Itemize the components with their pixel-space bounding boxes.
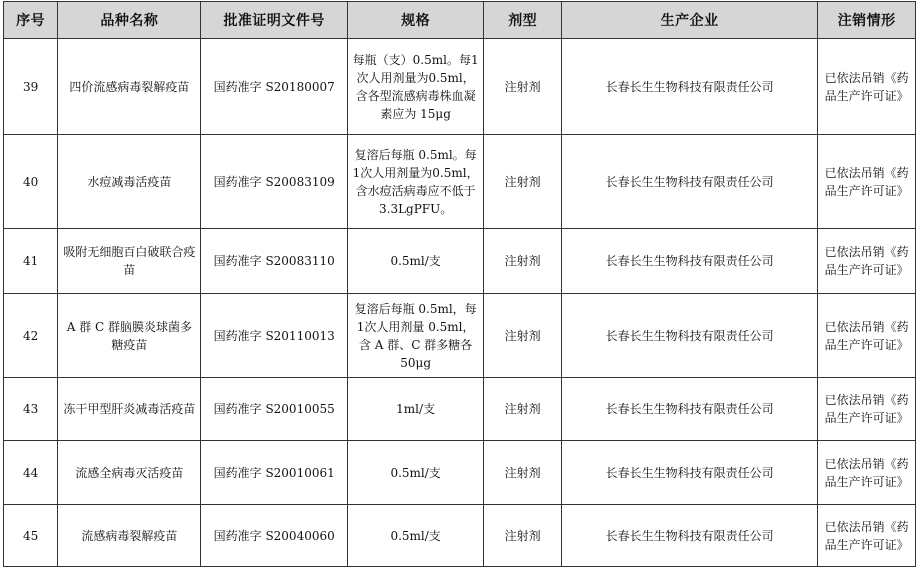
- cell-maker: 长春长生生物科技有限责任公司: [562, 229, 818, 294]
- table-row: [4, 441, 916, 505]
- cell-status: 已依法吊销《药品生产许可证》: [818, 39, 916, 135]
- cell-name: 水痘减毒活疫苗: [58, 135, 201, 229]
- cell-spec: 0.5ml/支: [347, 505, 483, 567]
- header-seq: 序号: [4, 2, 58, 39]
- cell-maker: 长春长生生物科技有限责任公司: [562, 294, 818, 378]
- cell-status: 已依法吊销《药品生产许可证》: [818, 229, 916, 294]
- cell-status: 已依法吊销《药品生产许可证》: [818, 294, 916, 378]
- cell-approval: 国药准字 S20083109: [201, 135, 347, 229]
- cell-form: 注射剂: [484, 378, 562, 441]
- cell-approval: 国药准字 S20083110: [201, 229, 347, 294]
- header-form: 剂型: [484, 2, 562, 39]
- header-name: 品种名称: [58, 2, 201, 39]
- cell-form: 注射剂: [484, 229, 562, 294]
- cell-maker: 长春长生生物科技有限责任公司: [562, 378, 818, 441]
- cell-approval: 国药准字 S20180007: [201, 39, 347, 135]
- cell-maker: 长春长生生物科技有限责任公司: [562, 135, 818, 229]
- cell-seq: 45: [4, 505, 58, 567]
- cell-maker: 长春长生生物科技有限责任公司: [562, 39, 818, 135]
- cell-seq: 42: [4, 294, 58, 378]
- cell-spec: 复溶后每瓶 0.5ml。每1次人用剂量为0.5ml，含水痘活病毒应不低于 3.3LgPFU。: [347, 135, 483, 229]
- table-row: [4, 505, 916, 567]
- header-maker: 生产企业: [562, 2, 818, 39]
- cell-form: 注射剂: [484, 505, 562, 567]
- table-row: [4, 39, 916, 135]
- cell-form: 注射剂: [484, 441, 562, 505]
- cell-status: 已依法吊销《药品生产许可证》: [818, 441, 916, 505]
- cell-approval: 国药准字 S20040060: [201, 505, 347, 567]
- header-approval: 批准证明文件号: [201, 2, 347, 39]
- cell-status: 已依法吊销《药品生产许可证》: [818, 135, 916, 229]
- cell-spec: 0.5ml/支: [347, 441, 483, 505]
- cell-form: 注射剂: [484, 135, 562, 229]
- table-row: [4, 294, 916, 378]
- cell-form: 注射剂: [484, 39, 562, 135]
- cell-maker: 长春长生生物科技有限责任公司: [562, 505, 818, 567]
- cell-seq: 44: [4, 441, 58, 505]
- cell-spec: 复溶后每瓶 0.5ml，每1次人用剂量 0.5ml，含 A 群、C 群多糖各50μg: [347, 294, 483, 378]
- cell-spec: 0.5ml/支: [347, 229, 483, 294]
- cell-form: 注射剂: [484, 294, 562, 378]
- cell-status: 已依法吊销《药品生产许可证》: [818, 505, 916, 567]
- table-row: [4, 378, 916, 441]
- cell-approval: 国药准字 S20010055: [201, 378, 347, 441]
- cell-status: 已依法吊销《药品生产许可证》: [818, 378, 916, 441]
- table-row: [4, 229, 916, 294]
- header-row: [4, 2, 916, 39]
- cell-approval: 国药准字 S20010061: [201, 441, 347, 505]
- header-spec: 规格: [347, 2, 483, 39]
- revocation-table: [3, 1, 916, 567]
- cell-name: 冻干甲型肝炎减毒活疫苗: [58, 378, 201, 441]
- cell-name: 吸附无细胞百白破联合疫苗: [58, 229, 201, 294]
- cell-seq: 41: [4, 229, 58, 294]
- cell-approval: 国药准字 S20110013: [201, 294, 347, 378]
- cell-name: 流感全病毒灭活疫苗: [58, 441, 201, 505]
- cell-spec: 每瓶（支）0.5ml。每1次人用剂量为0.5ml，含各型流感病毒株血凝素应为 15μg: [347, 39, 483, 135]
- header-status: 注销情形: [818, 2, 916, 39]
- cell-name: 四价流感病毒裂解疫苗: [58, 39, 201, 135]
- table-row: [4, 135, 916, 229]
- cell-maker: 长春长生生物科技有限责任公司: [562, 441, 818, 505]
- cell-seq: 39: [4, 39, 58, 135]
- cell-spec: 1ml/支: [347, 378, 483, 441]
- cell-seq: 43: [4, 378, 58, 441]
- cell-name: A 群 C 群脑膜炎球菌多糖疫苗: [58, 294, 201, 378]
- cell-seq: 40: [4, 135, 58, 229]
- cell-name: 流感病毒裂解疫苗: [58, 505, 201, 567]
